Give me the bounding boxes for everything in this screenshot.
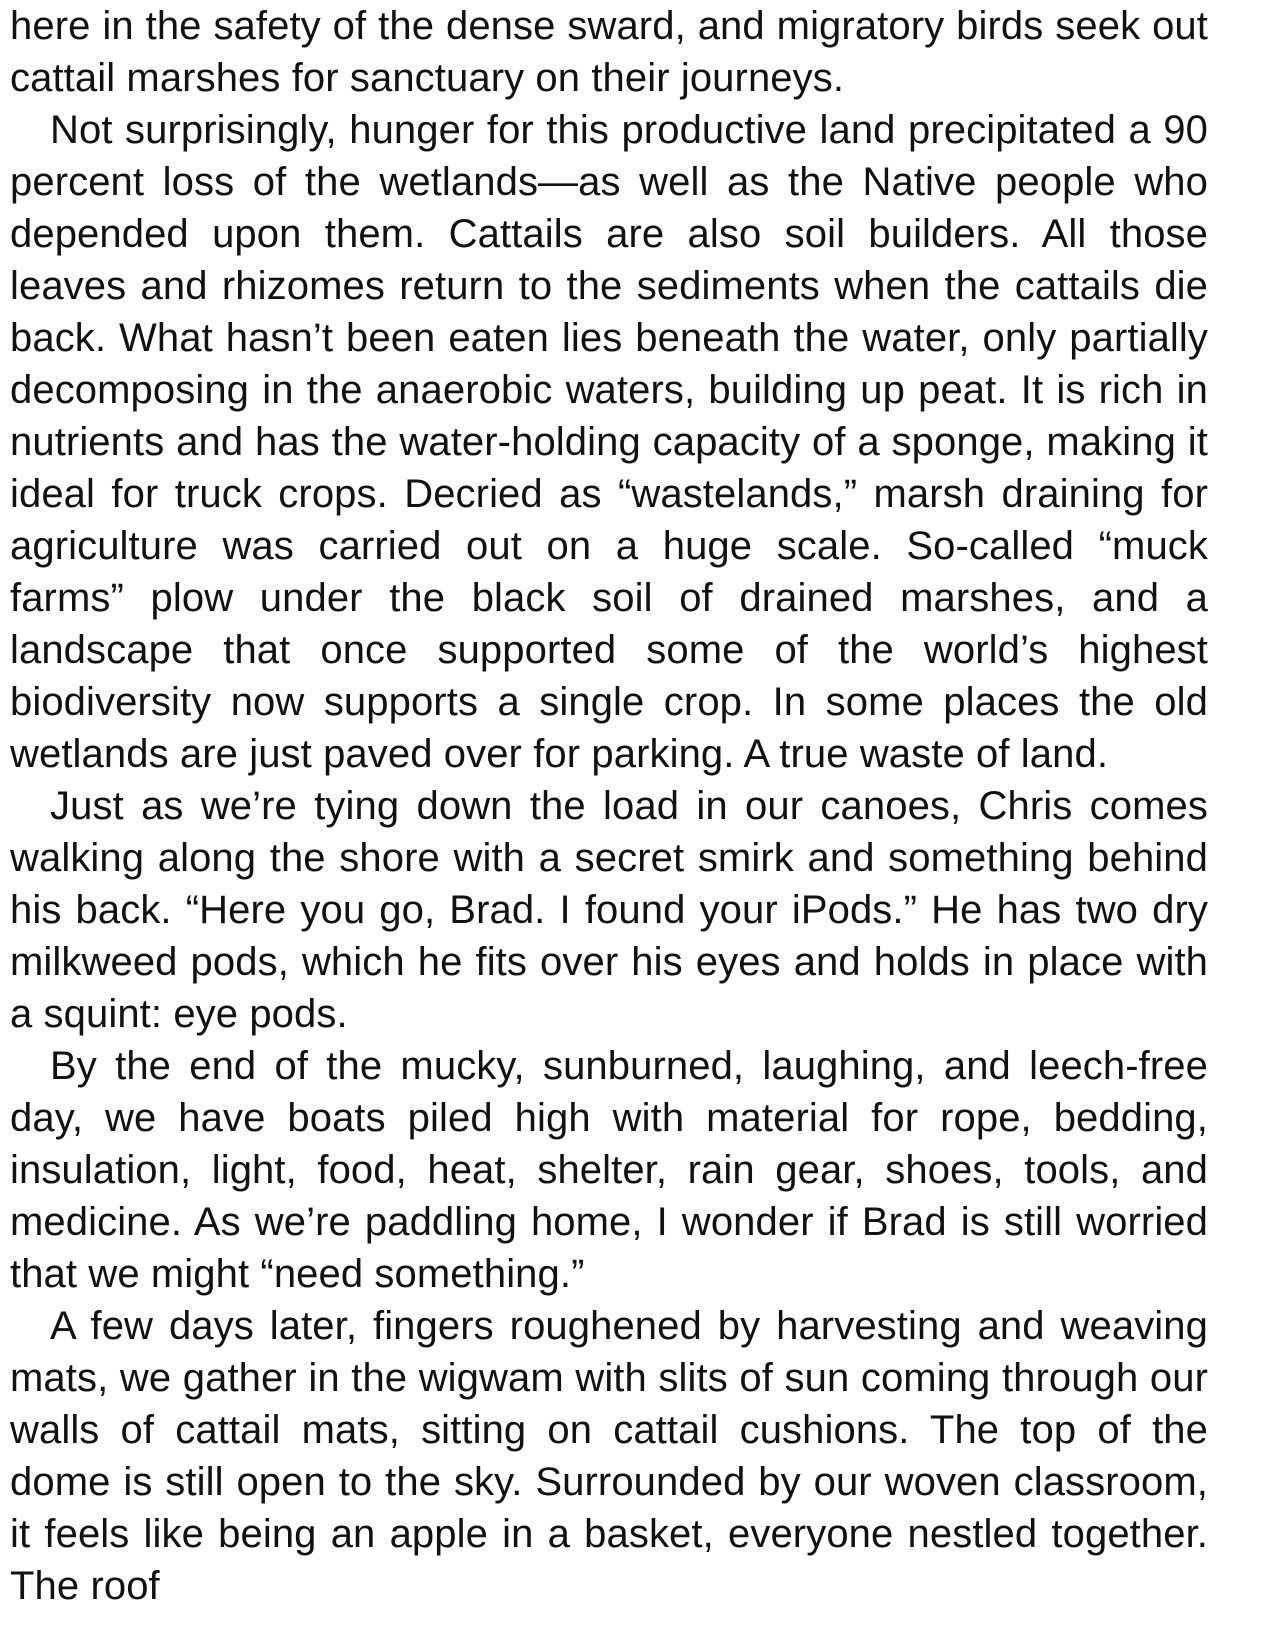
paragraph-end-of-day: By the end of the mucky, sunburned, laughing, and leech-free day, we have boats piled high with material for rope, bedding, insulation, light, food, heat, shelter, rain gear, shoes, tools, and medicine. As we’re paddling home, I wonder if Brad is still worried that we might “need something.” [10,1044,1208,1296]
paragraph-continuation: here in the safety of the dense sward, and migratory birds seek out cattail marshes for sanctuary on their journeys. [10,4,1208,100]
body-text [10,0,1208,1612]
paragraph-wigwam: A few days later, fingers roughened by harvesting and weaving mats, we gather in the wigwam with slits of sun coming through our walls of cattail mats, sitting on cattail cushions. The top of the dome is still open to the sky. Surrounded by our woven classroom, it feels like being an apple in a basket, everyone nestled together. The roof [10,1304,1208,1608]
paragraph-wetland-loss: Not surprisingly, hunger for this productive land precipitated a 90 percent loss of the wetlands—as well as the Native people who depended upon them. Cattails are also soil builders. All those leaves and rhizomes return to the sediments when the cattails die back. What hasn’t been eaten lies beneath the water, only partially decomposing in the anaerobic waters, building up peat. It is rich in nutrients and has the water-holding capacity of a sponge, making it ideal for truck crops. Decried as “wastelands,” marsh draining for agriculture was carried out on a huge scale. So-called “muck farms” plow under the black soil of drained marshes, and a landscape that once supported some of the world’s highest biodiversity now supports a single crop. In some places the old wetlands are just paved over for parking. A true waste of land. [10,108,1208,776]
paragraph-eye-pods: Just as we’re tying down the load in our canoes, Chris comes walking along the shore with a secret smirk and something behind his back. “Here you go, Brad. I found your iPods.” He has two dry milkweed pods, which he fits over his eyes and holds in place with a squint: eye pods. [10,784,1208,1036]
